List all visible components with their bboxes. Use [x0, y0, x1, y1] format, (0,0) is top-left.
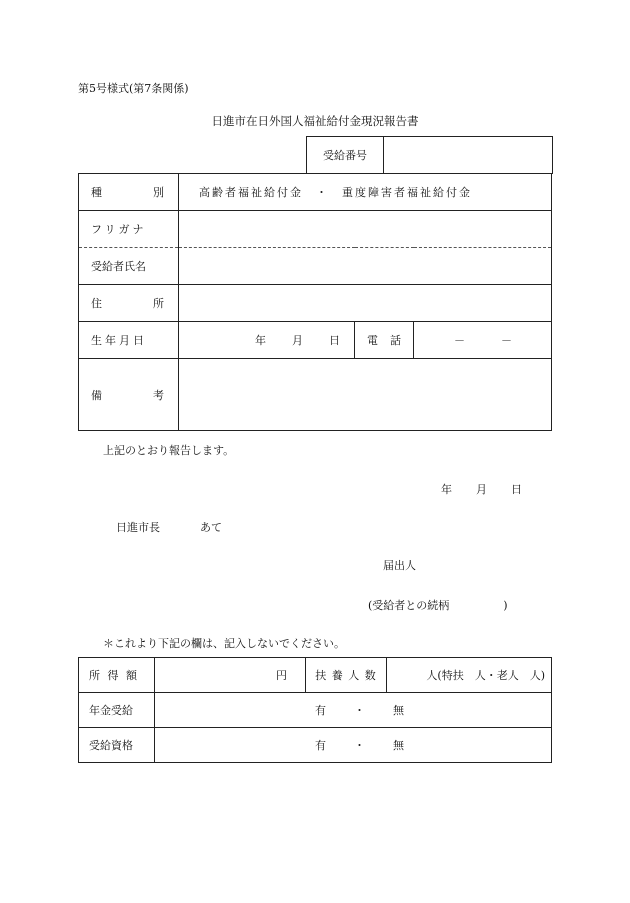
remarks-field[interactable]	[179, 359, 552, 431]
dependents-field[interactable]: 人(特扶 人・老人 人)	[387, 658, 552, 693]
phone-label: 電 話	[355, 322, 414, 359]
phone-field[interactable]: － －	[414, 322, 552, 359]
main-form-table	[78, 173, 552, 431]
addressee: 日進市長 あて	[116, 521, 222, 534]
type-label: 種 別	[79, 174, 179, 211]
relationship-field[interactable]: (受給者との続柄 )	[368, 599, 508, 612]
eligibility-options[interactable]: 有 ・ 無	[155, 728, 552, 763]
pension-label: 年金受給	[79, 693, 155, 728]
income-label: 所 得 額	[79, 658, 155, 693]
office-use-table	[78, 657, 552, 763]
document-title: 日進市在日外国人福祉給付金現況報告書	[211, 114, 419, 128]
recipient-name-label: 受給者氏名	[79, 248, 179, 285]
furigana-field[interactable]	[179, 211, 552, 248]
notifier-label: 届出人	[383, 559, 416, 572]
birthdate-field[interactable]: 年 月 日	[179, 322, 355, 359]
receipt-number-label: 受給番号	[307, 137, 384, 174]
furigana-label: フリガナ	[79, 211, 179, 248]
birthdate-label: 生年月日	[79, 322, 179, 359]
address-label: 住 所	[79, 285, 179, 322]
address-field[interactable]	[179, 285, 552, 322]
eligibility-label: 受給資格	[79, 728, 155, 763]
pension-options[interactable]: 有 ・ 無	[155, 693, 552, 728]
recipient-name-field[interactable]	[179, 248, 552, 285]
form-number: 第5号様式(第7条関係)	[78, 82, 189, 95]
remarks-label: 備 考	[79, 359, 179, 431]
receipt-number-box	[306, 136, 553, 174]
type-options[interactable]: 高齢者福祉給付金 ・ 重度障害者福祉給付金	[179, 174, 552, 211]
office-use-notice: ＊これより下記の欄は、記入しないでください。	[103, 637, 345, 650]
report-statement: 上記のとおり報告します。	[103, 444, 235, 457]
dependents-label: 扶 養 人 数	[306, 658, 387, 693]
report-date[interactable]: 年 月 日	[441, 483, 522, 496]
receipt-number-field[interactable]	[384, 137, 553, 174]
income-field[interactable]: 円	[155, 658, 306, 693]
